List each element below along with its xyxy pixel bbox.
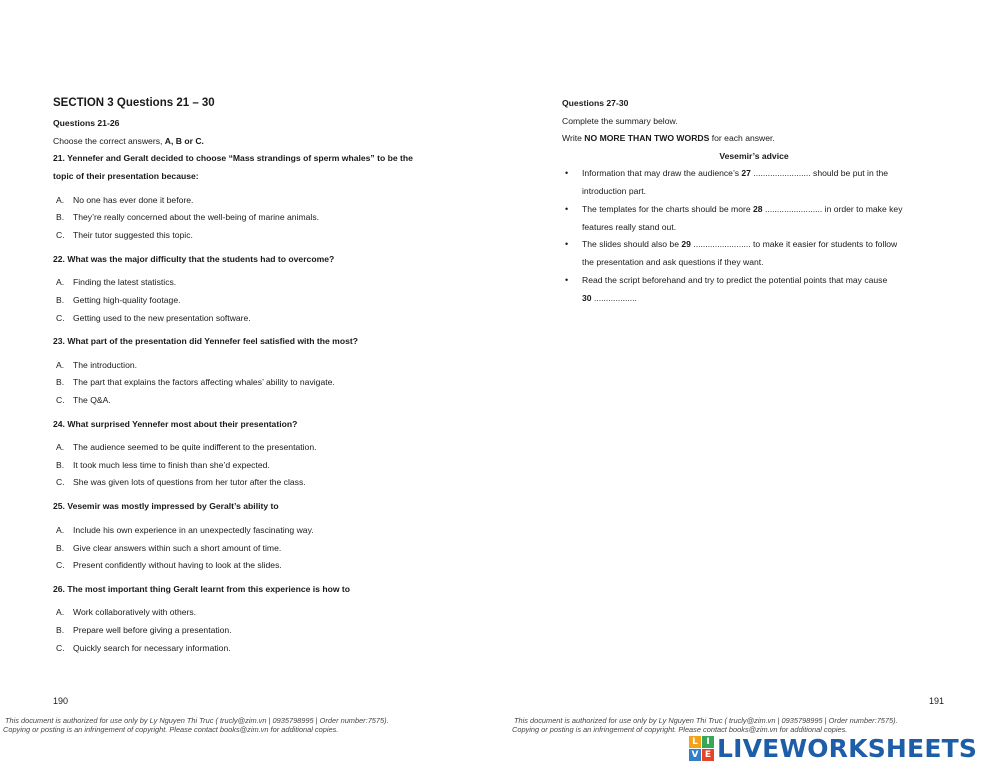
summary-title: Vesemir’s advice bbox=[719, 151, 789, 161]
summary-bullet-30 bbox=[562, 275, 952, 311]
option-text: Present confidently without having to look at the slides. bbox=[73, 560, 282, 570]
copyright-footer-right-line-2: Copying or posting is an infringement of copyright. Please contact books@zim.vn for additional copies. bbox=[512, 725, 848, 734]
liveworksheets-logo bbox=[689, 733, 977, 763]
option-text: The part that explains the factors affecting whales’ ability to navigate. bbox=[73, 377, 335, 387]
logo-mark bbox=[689, 736, 714, 761]
logo-wordmark: LIVEWORKSHEETS bbox=[717, 733, 978, 763]
option-letter: A. bbox=[56, 525, 65, 535]
option-text: The introduction. bbox=[73, 360, 138, 370]
bullet-line bbox=[582, 204, 903, 214]
option-text: Getting used to the new presentation software. bbox=[73, 313, 251, 323]
copyright-footer-left-line-1: This document is authorized for use only by Ly Nguyen Thi Truc ( trucly@zim.vn | 0935798995 | Order number:7575). bbox=[5, 716, 389, 725]
question-21-line-2: topic of their presentation because: bbox=[53, 171, 199, 181]
option-text: She was given lots of questions from her tutor after the class. bbox=[73, 477, 306, 487]
option-letter: B. bbox=[56, 625, 65, 635]
question-22: 22. What was the major difficulty that the students had to overcome? bbox=[53, 254, 335, 264]
option-letter: B. bbox=[56, 295, 65, 305]
question-21-line-1: 21. Yennefer and Geralt decided to choose “Mass strandings of sperm whales” to be the bbox=[53, 153, 413, 163]
word-limit-instruction bbox=[562, 133, 775, 143]
option-letter: C. bbox=[56, 313, 65, 323]
bullet-line bbox=[582, 168, 888, 178]
gap-number: 30 bbox=[582, 293, 592, 303]
option-letter: A. bbox=[56, 195, 65, 205]
copyright-footer-left-line-2: Copying or posting is an infringement of copyright. Please contact books@zim.vn for additional copies. bbox=[3, 725, 339, 734]
bullet-line: Read the script beforehand and try to predict the potential points that may cause bbox=[582, 275, 888, 285]
word-limit-bold: NO MORE THAN TWO WORDS bbox=[584, 133, 710, 143]
word-limit-pre: Write bbox=[562, 133, 585, 143]
option-text: Their tutor suggested this topic. bbox=[73, 230, 193, 240]
page-number-left: 190 bbox=[53, 696, 69, 706]
question-26: 26. The most important thing Geralt learnt from this experience is how to bbox=[53, 584, 351, 594]
answer-gap-28[interactable]: ........................ in order to make key bbox=[762, 204, 903, 214]
gap-number: 27 bbox=[741, 168, 751, 178]
bullet-line bbox=[582, 239, 897, 249]
option-letter: A. bbox=[56, 442, 65, 452]
option-text: Prepare well before giving a presentation. bbox=[73, 625, 232, 635]
option-letter: A. bbox=[56, 277, 65, 287]
option-letter: C. bbox=[56, 395, 65, 405]
option-letter: A. bbox=[56, 360, 65, 370]
option-text: The audience seemed to be quite indifferent to the presentation. bbox=[73, 442, 317, 452]
bullet-dot-icon: • bbox=[565, 168, 569, 178]
option-letter: B. bbox=[56, 212, 65, 222]
option-letter: A. bbox=[56, 607, 65, 617]
summary-bullet-28 bbox=[562, 204, 952, 240]
option-text: Finding the latest statistics. bbox=[73, 277, 177, 287]
bullet-text: The templates for the charts should be more bbox=[582, 204, 754, 214]
gap-number: 28 bbox=[753, 204, 763, 214]
logo-letter: L bbox=[689, 736, 701, 748]
option-text: Work collaboratively with others. bbox=[73, 607, 197, 617]
option-text: No one has ever done it before. bbox=[73, 195, 194, 205]
bullet-dot-icon: • bbox=[565, 239, 569, 249]
logo-letter: E bbox=[702, 749, 714, 761]
summary-instruction: Complete the summary below. bbox=[562, 116, 678, 126]
summary-bullet-27 bbox=[562, 168, 952, 204]
bullet-text: Information that may draw the audience’s bbox=[582, 168, 742, 178]
bullet-line-2: introduction part. bbox=[582, 186, 647, 196]
question-24: 24. What surprised Yennefer most about their presentation? bbox=[53, 419, 298, 429]
logo-letter: V bbox=[689, 749, 701, 761]
bullet-line-2 bbox=[582, 293, 637, 303]
question-25: 25. Vesemir was mostly impressed by Geralt’s ability to bbox=[53, 501, 279, 511]
option-text: It took much less time to finish than she’d expected. bbox=[73, 460, 270, 470]
answer-gap-30[interactable]: .................. bbox=[591, 293, 637, 303]
option-text: Getting high-quality footage. bbox=[73, 295, 181, 305]
question-23: 23. What part of the presentation did Yennefer feel satisfied with the most? bbox=[53, 336, 358, 346]
logo-letter: I bbox=[702, 736, 714, 748]
answer-gap-27[interactable]: ........................ should be put in the bbox=[750, 168, 889, 178]
option-text: Quickly search for necessary information. bbox=[73, 643, 231, 653]
bullet-dot-icon: • bbox=[565, 275, 569, 285]
option-letter: C. bbox=[56, 477, 65, 487]
option-letter: B. bbox=[56, 460, 65, 470]
copyright-footer-right-line-1: This document is authorized for use only by Ly Nguyen Thi Truc ( trucly@zim.vn | 0935798995 | Order number:7575). bbox=[514, 716, 898, 725]
questions-subheading: Questions 21-26 bbox=[53, 118, 120, 128]
option-letter: B. bbox=[56, 377, 65, 387]
option-letter: C. bbox=[56, 230, 65, 240]
option-text: Include his own experience in an unexpectedly fascinating way. bbox=[73, 525, 314, 535]
option-letter: C. bbox=[56, 560, 65, 570]
bullet-dot-icon: • bbox=[565, 204, 569, 214]
option-text: The Q&A. bbox=[73, 395, 111, 405]
instructions bbox=[53, 136, 204, 146]
section-title: SECTION 3 Questions 21 – 30 bbox=[53, 97, 215, 109]
questions-subheading-right: Questions 27-30 bbox=[562, 98, 629, 108]
instructions-text: Choose the correct answers, bbox=[53, 136, 165, 146]
bullet-text: The slides should also be bbox=[582, 239, 682, 249]
word-limit-post: for each answer. bbox=[709, 133, 775, 143]
bullet-line-2: the presentation and ask questions if they want. bbox=[582, 257, 764, 267]
summary-bullet-29 bbox=[562, 239, 952, 275]
option-text: Give clear answers within such a short amount of time. bbox=[73, 543, 282, 553]
option-letter: B. bbox=[56, 543, 65, 553]
option-letter: C. bbox=[56, 643, 65, 653]
gap-number: 29 bbox=[681, 239, 691, 249]
option-text: They’re really concerned about the well-being of marine animals. bbox=[73, 212, 320, 222]
page-number-right: 191 bbox=[929, 696, 945, 706]
bullet-line-2: features really stand out. bbox=[582, 222, 677, 232]
instructions-bold: A, B or C. bbox=[164, 136, 204, 146]
answer-gap-29[interactable]: ........................ to make it easier for students to follow bbox=[690, 239, 898, 249]
